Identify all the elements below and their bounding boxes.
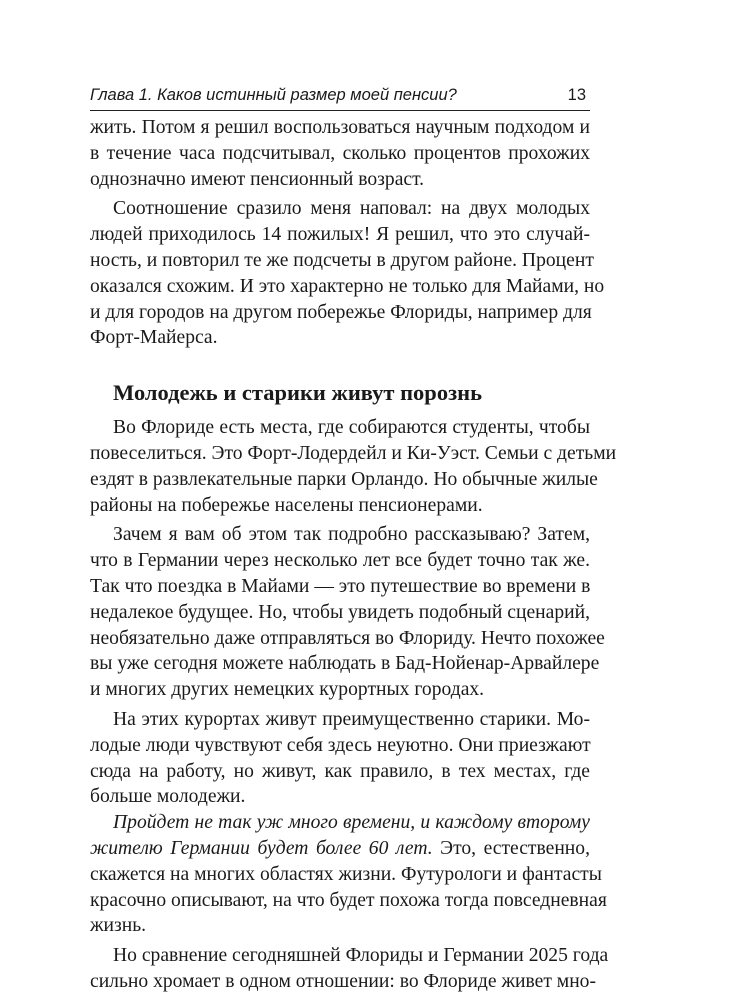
text-line: Но сравнение сегодняшней Флориды и Германии 2025 года: [113, 945, 609, 967]
text-line: районы на побережье населены пенсионерами.: [90, 494, 483, 516]
text-line: оказался схожим. И это характерно не только для Майами, но: [90, 275, 605, 297]
paragraph: [90, 810, 607, 939]
text-line: Во Флориде есть места, где собираются студенты, чтобы: [113, 417, 590, 439]
text-line: необязательно даже отправляться во Флориду. Нечто похожее: [90, 627, 605, 649]
text-line: и для городов на другом побережье Флориды, например для: [90, 301, 592, 323]
text-line: ность, и повторил те же подсчеты в другом районе. Процент: [90, 249, 594, 271]
mixed-text-line: [90, 836, 590, 862]
text-line: Зачем я вам об этом так подробно рассказываю? Затем,: [113, 524, 590, 546]
italic-text: жителю Германии будет более 60 лет.: [90, 837, 433, 859]
text-line: недалекое будущее. Но, чтобы увидеть подобный сценарий,: [90, 601, 590, 623]
running-header: [90, 84, 590, 111]
text-line: сильно хромает в одном отношении: во Флориде живет мно-: [90, 970, 597, 992]
paragraph: [90, 522, 605, 703]
text-line: ездят в развлекательные парки Орландо. Но обычные жилые: [90, 468, 598, 490]
text-line: больше молодежи.: [90, 786, 246, 808]
text-line: На этих курортах живут преимущественно старики. Мо-: [113, 708, 590, 730]
text-line: красочно описывают, на что будет похожа тогда повседневная: [90, 889, 607, 911]
text-line: повеселиться. Это Форт-Лодердейл и Ки-Уэст. Семьи с детьми: [90, 442, 617, 464]
text-line: Соотношение сразило меня наповал: на двух молодых: [113, 198, 590, 220]
text-line: однозначно имеют пенсионный возраст.: [90, 168, 425, 190]
text-line: что в Германии через несколько лет все будет точно так же.: [90, 550, 590, 572]
paragraph: [90, 115, 590, 192]
paragraph: [90, 707, 590, 810]
text-line: в течение часа подсчитывал, сколько процентов прохожих: [90, 142, 590, 164]
paragraph: [90, 943, 609, 995]
text-line: жизнь.: [90, 915, 147, 937]
text-line: жить. Потом я решил воспользоваться научным подходом и: [90, 117, 590, 138]
section-heading: Молодежь и старики живут порознь: [113, 380, 482, 406]
text-line: и многих других немецких курортных городах.: [90, 679, 485, 701]
text-line: сюда на работу, но живут, как правило, в тех местах, где: [90, 760, 590, 782]
paragraph: [90, 415, 617, 518]
page-body: [90, 115, 617, 995]
text: Это, естественно,: [432, 837, 590, 859]
text-line: Форт-Майерса.: [90, 327, 218, 349]
text-line: людей приходилось 14 пожилых! Я решил, что это случай-: [90, 224, 590, 246]
page-number: 13: [567, 86, 586, 104]
italic-text-line: Пройдет не так уж много времени, и каждому второму: [113, 812, 590, 834]
text-line: вы уже сегодня можете наблюдать в Бад-Нойенар-Арвайлере: [90, 653, 600, 675]
text-line: лодые люди чувствуют себя здесь неуютно. Они приезжают: [90, 734, 591, 756]
chapter-title: Глава 1. Каков истинный размер моей пенсии?: [90, 86, 457, 104]
text-line: скажется на многих областях жизни. Футурологи и фантасты: [90, 863, 602, 885]
paragraph: [90, 196, 605, 351]
text-line: Так что поездка в Майами — это путешествие во времени в: [90, 575, 591, 597]
